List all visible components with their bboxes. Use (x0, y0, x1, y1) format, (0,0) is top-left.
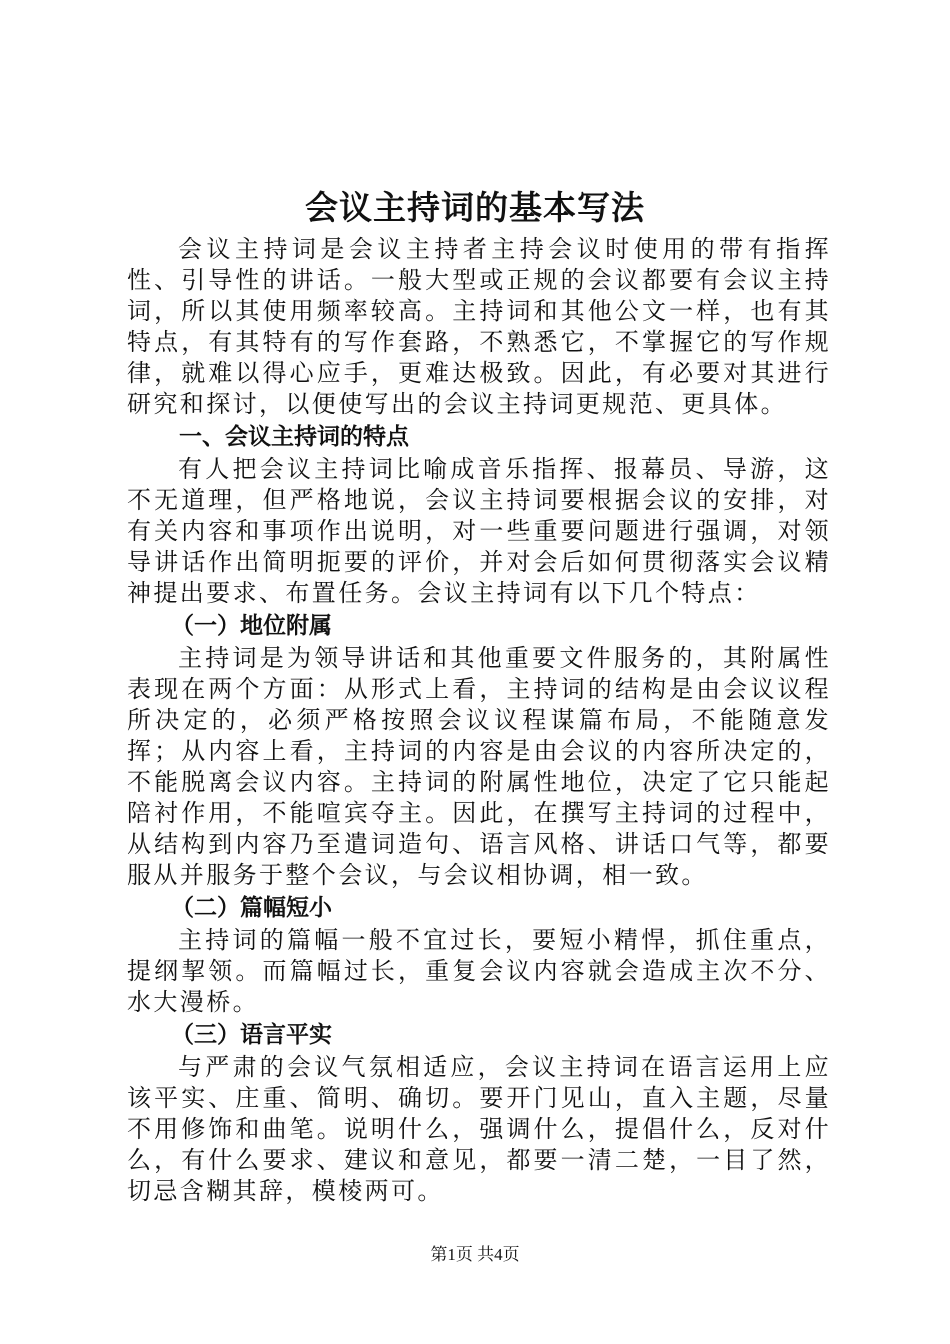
page-number-footer: 第1页 共4页 (430, 1245, 520, 1264)
intro-paragraph: 会议主持词是会议主持者主持会议时使用的带有指挥性、引导性的讲话。一般大型或正规的会议都要有会议主持词，所以其使用频率较高。主持词和其他公文一样，也有其特点，有其特有的写作套路，不熟悉它，不掌握它的写作规律，就难以得心应手，更难达极致。因此，有必要对其进行研究和探讨，以便使写出的会议主持词更规范、更具体。 (127, 235, 831, 418)
document-body (127, 234, 831, 1207)
subsection-heading-plain-language: （三）语言平实 (171, 1022, 332, 1048)
section-features-paragraph: 有人把会议主持词比喻成音乐指挥、报幕员、导游，这不无道理，但严格地说，会议主持词要根据会议的安排，对有关内容和事项作出说明，对一些重要问题进行强调，对领导讲话作出简明扼要的评价，并对会后如何贯彻落实会议精神提出要求、布置任务。会议主持词有以下几个特点： (127, 455, 831, 607)
subsection-heading-short: （二）篇幅短小 (171, 895, 332, 921)
subsection-subordinate-paragraph: 主持词是为领导讲话和其他重要文件服务的，其附属性表现在两个方面：从形式上看，主持词的结构是由会议议程所决定的，必须严格按照会议议程谋篇布局，不能随意发挥；从内容上看，主持词的内容是由会议的内容所决定的，不能脱离会议内容。主持词的附属性地位，决定了它只能起陪衬作用，不能喧宾夺主。因此，在撰写主持词的过程中，从结构到内容乃至遣词造句、语言风格、讲话口气等，都要服从并服务于整个会议，与会议相协调，相一致。 (127, 644, 831, 889)
subsection-heading-subordinate: （一）地位附属 (171, 613, 332, 639)
document-title: 会议主持词的基本写法 (305, 188, 645, 227)
subsection-short-paragraph: 主持词的篇幅一般不宜过长，要短小精悍，抓住重点，提纲挈领。而篇幅过长，重复会议内容就会造成主次不分、水大漫桥。 (127, 926, 831, 1016)
section-heading-features: 一、会议主持词的特点 (179, 424, 409, 450)
subsection-plain-language-paragraph: 与严肃的会议气氛相适应，会议主持词在语言运用上应该平实、庄重、简明、确切。要开门见山，直入主题，尽量不用修饰和曲笔。说明什么，强调什么，提倡什么，反对什么，有什么要求、建议和意见，都要一清二楚，一目了然，切忌含糊其辞，模棱两可。 (127, 1053, 831, 1205)
